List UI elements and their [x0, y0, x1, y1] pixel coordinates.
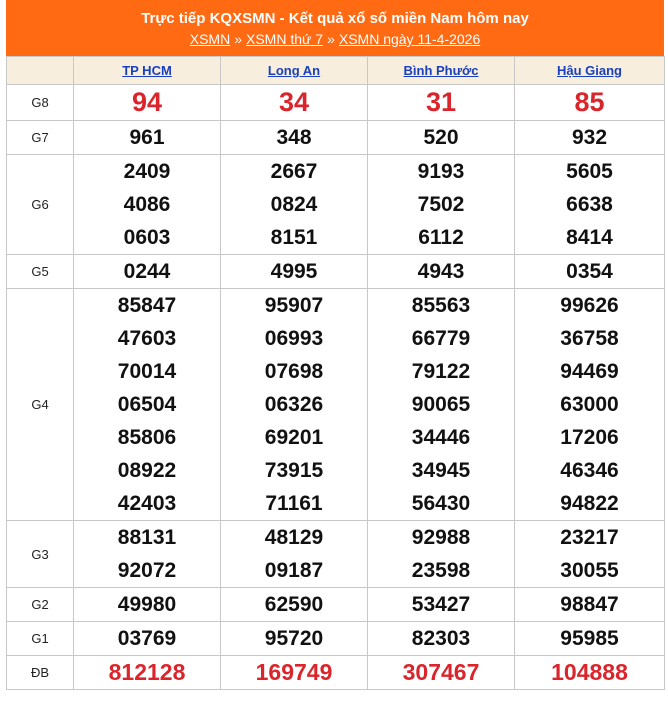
prize-cell [368, 656, 515, 690]
province-header-row [7, 57, 665, 85]
prize-number: 94822 [560, 492, 619, 515]
prize-row-g3 [7, 521, 665, 588]
prize-number: 42403 [117, 492, 177, 515]
prize-cell [368, 622, 515, 656]
prize-number: 85 [574, 87, 605, 117]
prize-row-đb [7, 656, 665, 690]
prize-cell [74, 588, 221, 622]
prize-cell [74, 521, 221, 588]
prize-number: 348 [276, 126, 312, 149]
province-link-haugiang[interactable]: Hậu Giang [556, 63, 622, 78]
prize-number: 961 [129, 126, 165, 149]
prize-number: 31 [425, 87, 457, 117]
prize-row-g8 [7, 85, 665, 121]
prize-number: 66779 [411, 327, 471, 350]
breadcrumb-xsmn-date[interactable]: XSMN ngày 11-4-2026 [338, 31, 481, 47]
prize-cell [515, 656, 665, 690]
prize-number: 94469 [560, 360, 619, 383]
prize-number: 0824 [270, 193, 318, 216]
prize-number: 307467 [402, 659, 480, 685]
prize-number: 4943 [417, 260, 465, 283]
prize-number: 34945 [411, 459, 471, 482]
prize-number: 46346 [560, 459, 619, 482]
prize-number: 6112 [418, 226, 464, 249]
prize-cell [221, 121, 368, 155]
prize-number: 48129 [264, 526, 324, 549]
prize-cell [368, 588, 515, 622]
prize-label: ĐB [7, 656, 74, 690]
prize-number: 4086 [123, 193, 171, 216]
prize-number: 95985 [560, 627, 619, 650]
prize-cell [515, 622, 665, 656]
prize-number: 85563 [411, 294, 471, 317]
prize-label: G2 [7, 588, 74, 622]
prize-row-g4 [7, 289, 665, 521]
prize-number: 03769 [117, 627, 177, 650]
prize-cell [221, 155, 368, 255]
prize-label: G6 [7, 155, 74, 255]
prize-number: 98847 [560, 593, 619, 616]
breadcrumb-separator: » [327, 31, 335, 47]
prize-number: 90065 [411, 393, 471, 416]
prize-cell [74, 155, 221, 255]
prize-number: 34 [278, 87, 310, 117]
province-link-tphcm[interactable]: TP HCM [122, 63, 172, 78]
prize-row-g2 [7, 588, 665, 622]
prize-cell [74, 622, 221, 656]
prize-cell [515, 155, 665, 255]
prize-cell [74, 85, 221, 121]
prize-number: 520 [423, 126, 459, 149]
results-table [6, 56, 665, 690]
prize-number: 88131 [117, 526, 177, 549]
prize-number: 9193 [417, 160, 465, 183]
prize-number: 73915 [264, 459, 324, 482]
prize-row-g7 [7, 121, 665, 155]
prize-cell [368, 85, 515, 121]
prize-row-g5 [7, 255, 665, 289]
prize-cell [221, 289, 368, 521]
prize-cell [74, 121, 221, 155]
prize-cell [74, 255, 221, 289]
prize-number: 92072 [117, 559, 177, 582]
prize-cell [368, 121, 515, 155]
prize-number: 92988 [411, 526, 471, 549]
prize-number: 85806 [117, 426, 177, 449]
prize-number: 95720 [264, 627, 324, 650]
prize-cell [368, 255, 515, 289]
breadcrumb [6, 29, 664, 49]
prize-label: G1 [7, 622, 74, 656]
prize-number: 36758 [560, 327, 619, 350]
prize-number: 34446 [411, 426, 471, 449]
prize-number: 23598 [411, 559, 471, 582]
prize-cell [221, 255, 368, 289]
prize-number: 69201 [264, 426, 324, 449]
prize-number: 06993 [264, 327, 324, 350]
prize-cell [74, 289, 221, 521]
prize-number: 2667 [270, 160, 318, 183]
prize-number: 5605 [566, 160, 613, 183]
results-panel [6, 0, 664, 690]
prize-cell [368, 289, 515, 521]
prize-number: 17206 [560, 426, 619, 449]
prize-number: 0354 [566, 260, 613, 283]
prize-cell [515, 521, 665, 588]
prize-number: 2409 [123, 160, 171, 183]
prize-cell [74, 656, 221, 690]
prize-label: G3 [7, 521, 74, 588]
prize-label: G8 [7, 85, 74, 121]
prize-number: 49980 [117, 593, 177, 616]
prize-cell [221, 521, 368, 588]
prize-number: 70014 [117, 360, 177, 383]
prize-number: 07698 [264, 360, 324, 383]
page-title: Trực tiếp KQXSMN - Kết quả xổ số miền Nam hôm nay [141, 10, 529, 27]
prize-number: 08922 [117, 459, 177, 482]
prize-row-g6 [7, 155, 665, 255]
breadcrumb-xsmn-thu7[interactable]: XSMN thứ 7 [246, 31, 324, 47]
prize-number: 8414 [566, 226, 613, 249]
prize-cell [368, 155, 515, 255]
prize-cell [221, 622, 368, 656]
prize-number: 94 [131, 87, 163, 117]
prize-number: 0244 [123, 260, 171, 283]
province-link-longan[interactable]: Long An [267, 63, 321, 78]
prize-number: 23217 [560, 526, 619, 549]
breadcrumb-separator: » [234, 31, 242, 47]
prize-number: 63000 [560, 393, 619, 416]
prize-label: G7 [7, 121, 74, 155]
prize-number: 104888 [551, 659, 628, 685]
prize-cell [221, 85, 368, 121]
province-link-binhphuoc[interactable]: Bình Phước [403, 63, 479, 78]
prize-number: 169749 [255, 659, 333, 685]
prize-number: 56430 [411, 492, 471, 515]
prize-number: 812128 [108, 659, 186, 685]
prize-number: 932 [571, 126, 608, 149]
prize-number: 06326 [264, 393, 324, 416]
results-header [6, 0, 664, 56]
prize-number: 4995 [270, 260, 318, 283]
prize-cell [221, 656, 368, 690]
prize-number: 99626 [560, 294, 619, 317]
prize-number: 7502 [417, 193, 465, 216]
breadcrumb-xsmn[interactable]: XSMN [189, 31, 231, 47]
prize-label: G4 [7, 289, 74, 521]
prize-number: 0603 [123, 226, 171, 249]
prize-cell [515, 85, 665, 121]
prize-row-g1 [7, 622, 665, 656]
prize-number: 79122 [411, 360, 471, 383]
prize-cell [368, 521, 515, 588]
prize-cell [515, 289, 665, 521]
prize-number: 62590 [264, 593, 324, 616]
header-blank [7, 57, 74, 85]
prize-number: 8151 [270, 226, 318, 249]
prize-cell [515, 255, 665, 289]
prize-number: 82303 [411, 627, 471, 650]
prize-cell [515, 121, 665, 155]
prize-number: 95907 [264, 294, 324, 317]
prize-number: 09187 [264, 559, 324, 582]
prize-number: 47603 [117, 327, 177, 350]
prize-cell [515, 588, 665, 622]
prize-number: 06504 [117, 393, 177, 416]
prize-number: 6638 [566, 193, 613, 216]
prize-number: 53427 [411, 593, 471, 616]
prize-number: 85847 [117, 294, 177, 317]
prize-label: G5 [7, 255, 74, 289]
prize-number: 30055 [560, 559, 619, 582]
prize-number: 71161 [265, 492, 323, 515]
prize-cell [221, 588, 368, 622]
